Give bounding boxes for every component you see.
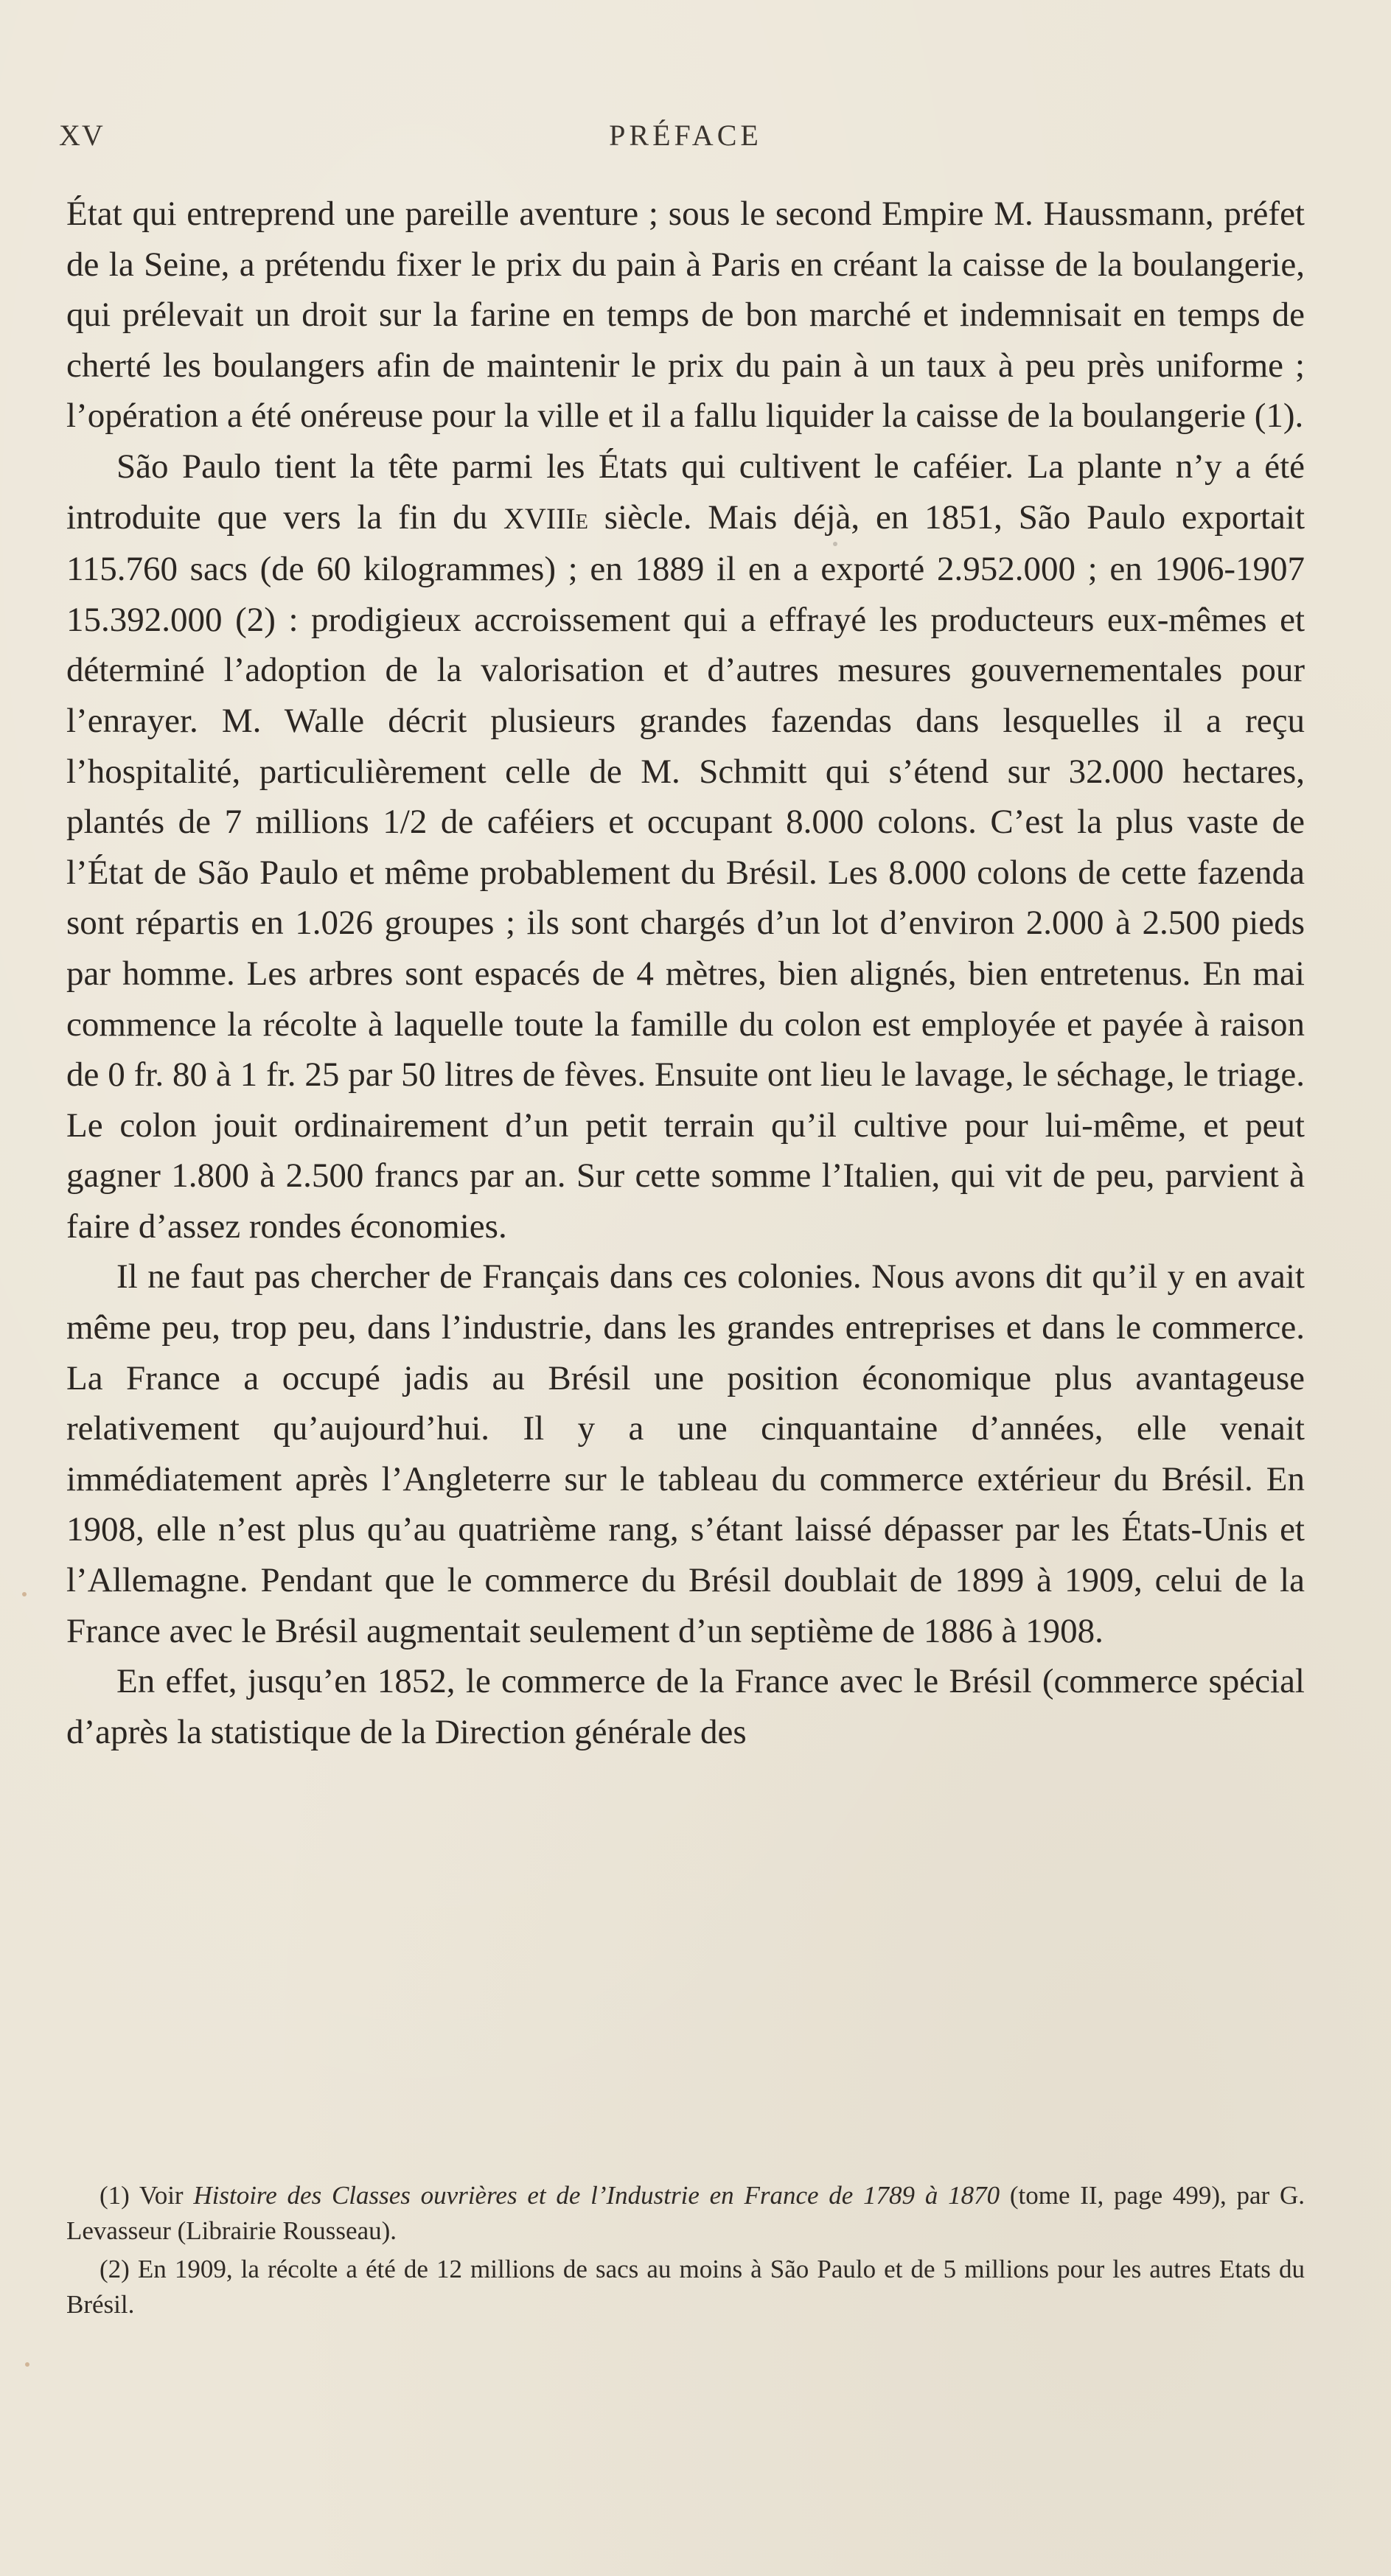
footnote-1 — [66, 2178, 1305, 2249]
footnote-1-rest: (tome II, page 499), par G. Levasseur (Librairie Rousseau). — [66, 2181, 1305, 2245]
footnote-1-book-title: Histoire des Classes ouvrières et de l’Industrie en France de 1789 à 1870 — [193, 2181, 1000, 2210]
paper-speck — [833, 542, 837, 546]
page-header — [59, 118, 1312, 155]
century-numeral: XVIIIe — [503, 501, 588, 535]
paragraph-2-text-c: : prodigieux accroissement qui a effrayé les producteurs eux-mêmes et déterminé l’adoption de la valorisation et d’autres mesures gouvernementales pour l’enrayer. M. Walle décrit plusieurs grandes fazendas dans lesquelles il a reçu l’hospitalité, particulièrement celle de M. Schmitt qui s’étend sur 32.000 hectares, plantés de 7 millions 1/2 de caféiers et occupant 8.000 colons. C’est la plus vaste de l’État de São Paulo et même probablement du Brésil. Les 8.000 colons de cette fazenda sont répartis en 1.026 groupes ; ils sont chargés d’un lot d’environ 2.000 à 2.500 pieds par homme. Les arbres sont espacés de 4 mètres, bien alignés, bien entretenus. En mai commence la récolte à laquelle toute la famille du colon est employée et payée à raison de 0 fr. 80 à 1 fr. 25 par 50 litres de fèves. Ensuite ont lieu le lavage, le séchage, le triage. Le colon jouit ordinairement d’un petit terrain qu’il cultive pour lui-même, et peut gagner 1.800 à 2.500 francs par an. Sur cette somme l’Italien, qui vit de peu, parvient à faire d’assez rondes économies. — [66, 600, 1305, 1246]
paragraph-2-text-b: siècle. Mais déjà, en 1851, São Paulo exportait 115.760 sacs (de 60 kilogrammes) ; en 1889 il en a exporté 2.952.000 ; en 1906-1907 15.392.000 — [66, 498, 1305, 639]
paper-speck — [25, 2362, 29, 2367]
footnote-ref-2[interactable]: (2) — [235, 600, 276, 639]
running-title: PRÉFACE — [609, 119, 762, 152]
page-number: XV — [59, 119, 105, 152]
footnote-ref-1[interactable]: (1). — [1254, 397, 1304, 436]
body-text — [66, 189, 1305, 1757]
footnotes — [66, 2178, 1305, 2322]
paragraph-2-text-a: São Paulo tient la tête parmi les États qui cultivent le caféier. La plante n’y a été introduite que vers la fin du — [66, 447, 1305, 537]
paragraph-4: En effet, jusqu’en 1852, le commerce de la France avec le Brésil (commerce spécial d’après la statistique de la Direction générale des — [66, 1662, 1305, 1751]
paper-speck — [22, 1592, 27, 1596]
paragraph-2 — [66, 441, 1305, 1252]
footnote-2: (2) En 1909, la récolte a été de 12 millions de sacs au moins à São Paulo et de 5 millions pour les autres Etats du Brésil. — [66, 2255, 1305, 2319]
paragraph-1 — [66, 189, 1305, 441]
paragraph-1-text: État qui entreprend une pareille aventure ; sous le second Empire M. Haussmann, préfet de la Seine, a prétendu fixer le prix du pain à Paris en créant la caisse de la boulangerie, qui prélevait un droit sur la farine en temps de bon marché et indemnisait en temps de cherté les boulangers afin de maintenir le prix du pain à un taux à peu près uniforme ; l’opération a été onéreuse pour la ville et il a fallu liquider la caisse de la boulangerie — [66, 195, 1305, 436]
paragraph-3: Il ne faut pas chercher de Français dans ces colonies. Nous avons dit qu’il y en avait même peu, trop peu, dans l’industrie, dans les grandes entreprises et dans le commerce. La France a occupé jadis au Brésil une position économique plus avantageuse relativement qu’aujourd’hui. Il y a une cinquantaine d’années, elle venait immédiatement après l’Angleterre sur le tableau du commerce extérieur du Brésil. En 1908, elle n’est plus qu’au quatrième rang, s’étant laissé dépasser par les États-Unis et l’Allemagne. Pendant que le commerce du Brésil doublait de 1899 à 1909, celui de la France avec le Brésil augmentait seulement d’un septième de 1886 à 1908. — [66, 1257, 1305, 1650]
footnote-1-lead: (1) Voir — [100, 2181, 184, 2210]
